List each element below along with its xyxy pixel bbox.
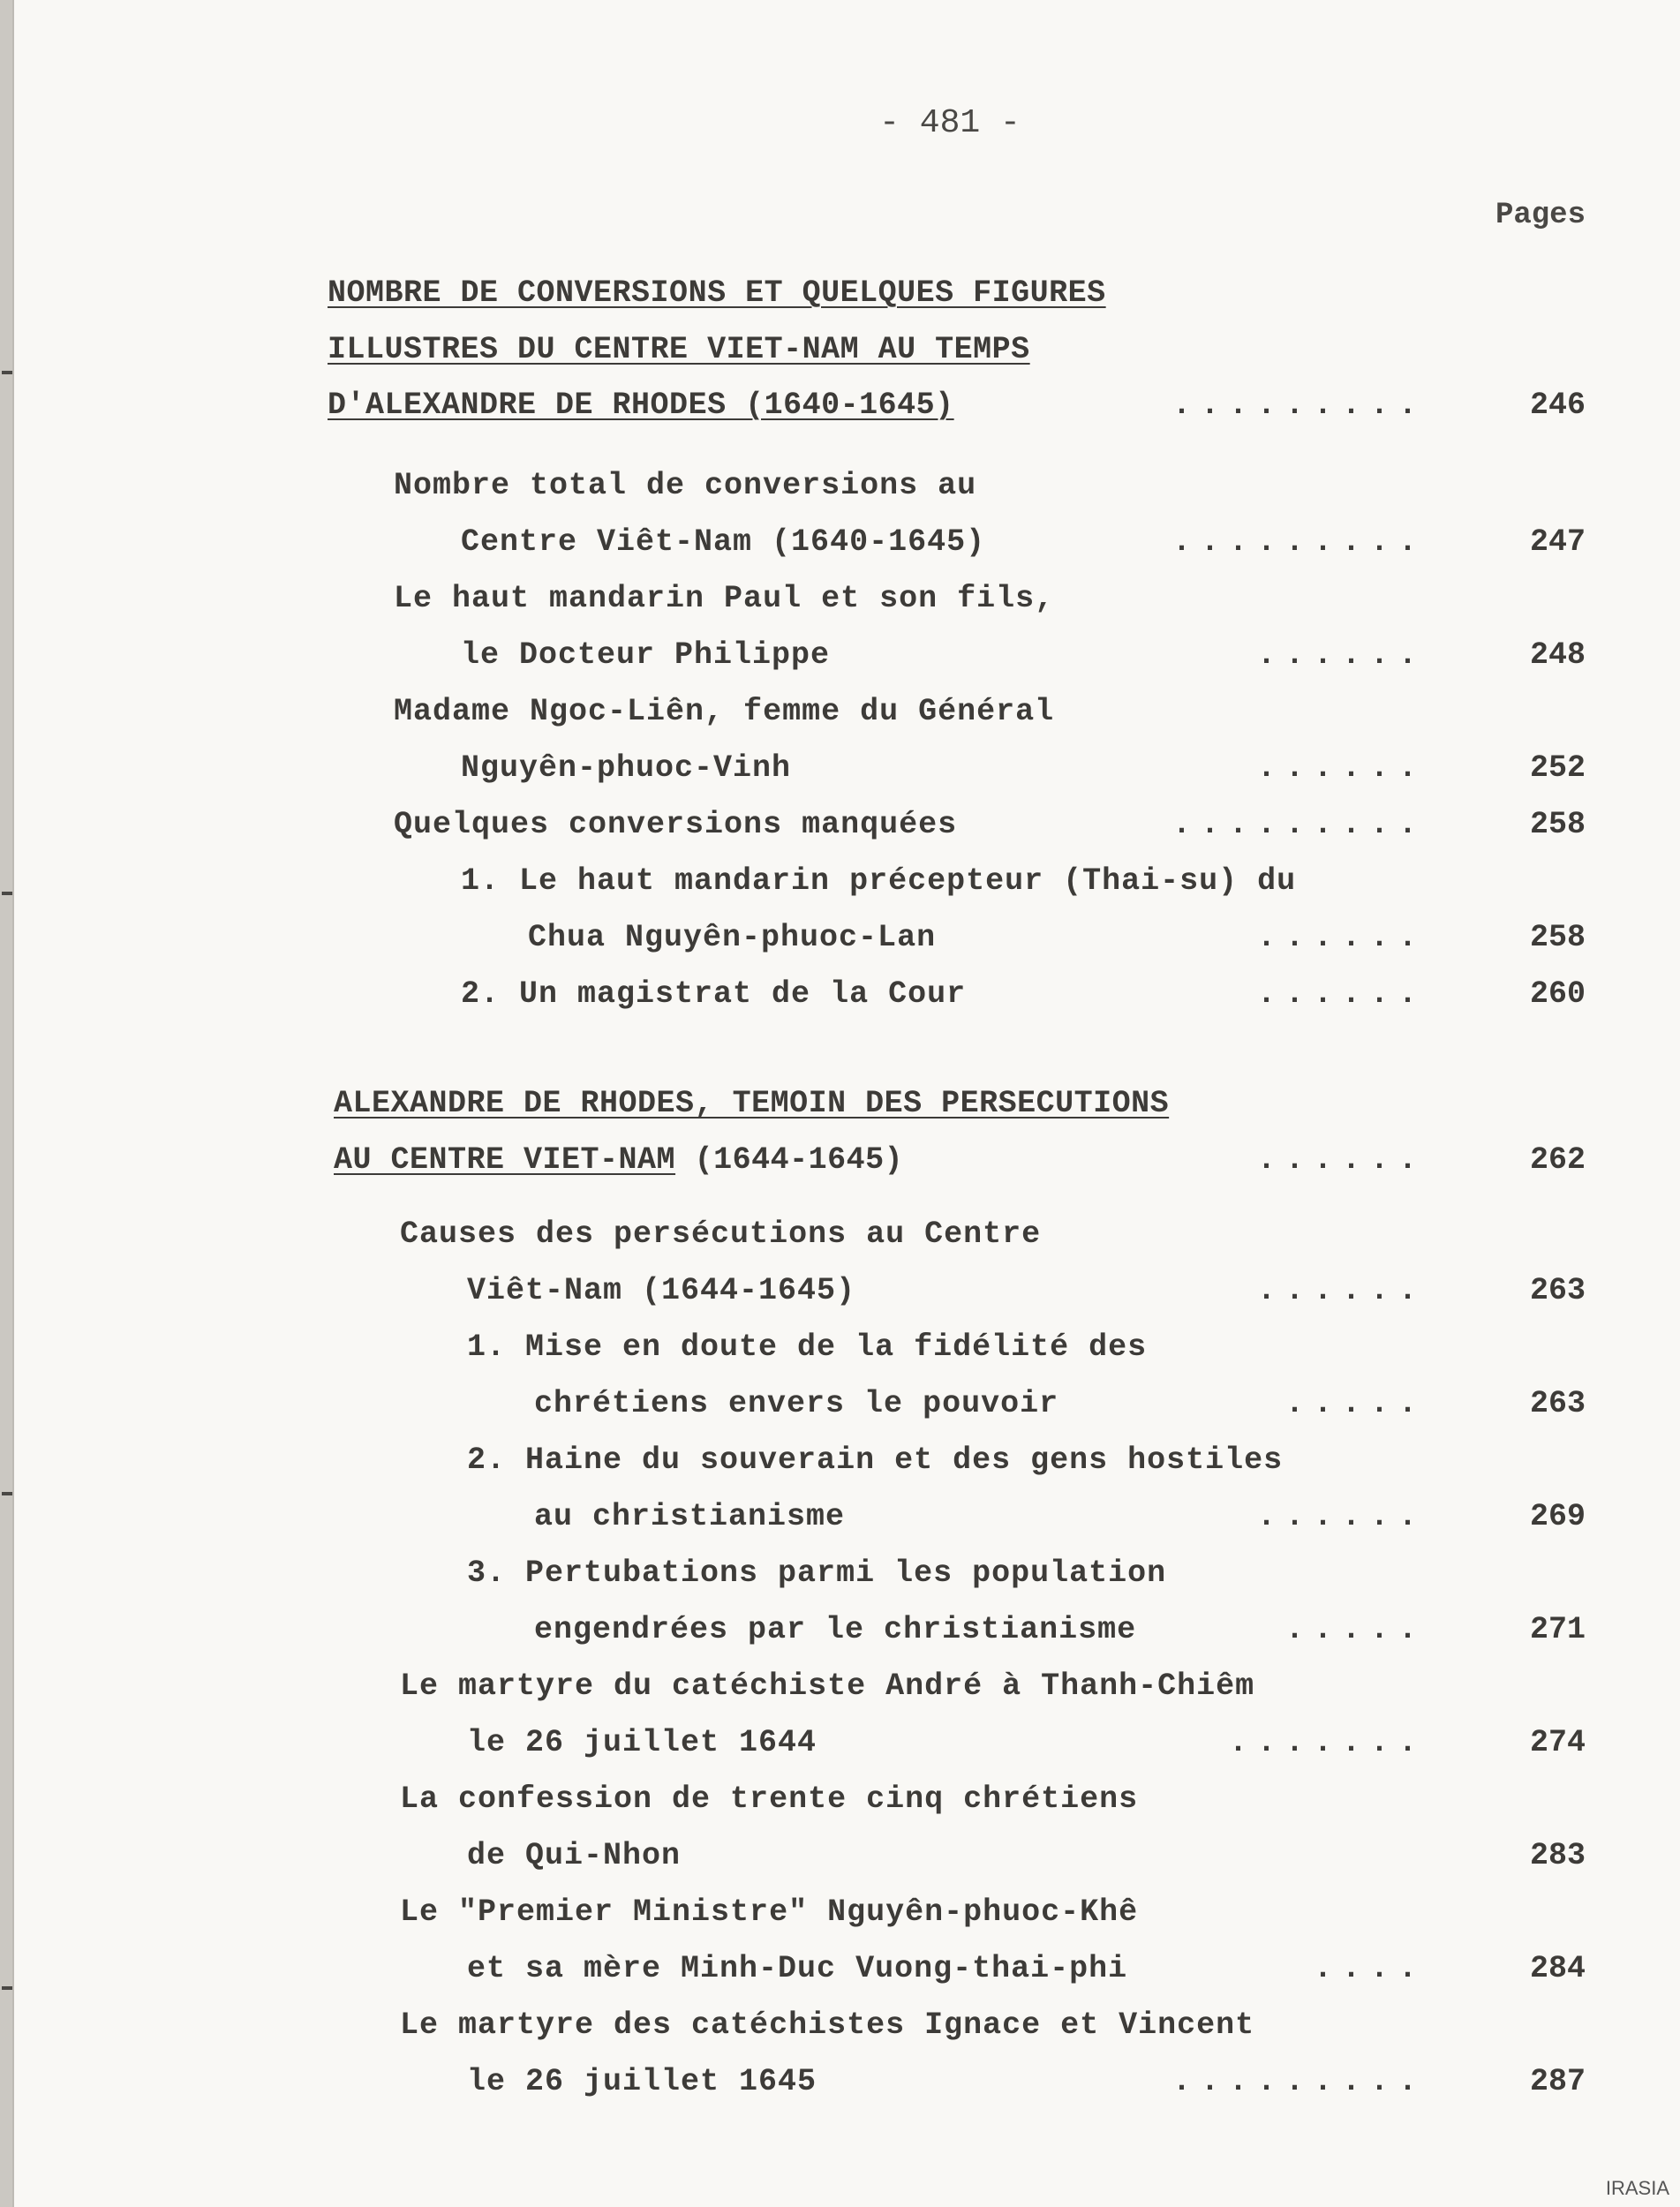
dot-leader: ......... xyxy=(1171,524,1427,560)
page-ref: 258 xyxy=(1529,807,1586,842)
page-ref: 258 xyxy=(1529,920,1586,955)
toc-entry-text: le Docteur Philippe xyxy=(461,637,831,673)
page-ref: 271 xyxy=(1529,1612,1586,1647)
toc-entry-text: Nombre total de conversions au xyxy=(394,468,977,503)
dot-leader: ...... xyxy=(1256,1499,1427,1534)
dot-leader: ......... xyxy=(1171,807,1427,842)
dot-leader: ...... xyxy=(1256,637,1427,673)
section-heading-line: ILLUSTRES DU CENTRE VIET-NAM AU TEMPS xyxy=(328,332,1030,367)
toc-entry-text: Madame Ngoc-Liên, femme du Général xyxy=(394,694,1055,729)
toc-entry-text: Causes des persécutions au Centre xyxy=(400,1216,1042,1252)
binding-strip xyxy=(0,0,12,2207)
toc-entry-text: 2. Un magistrat de la Cour xyxy=(461,976,967,1012)
toc-entry-text: 3. Pertubations parmi les population xyxy=(467,1555,1167,1591)
page-ref: 260 xyxy=(1529,976,1586,1012)
toc-entry-text: Chua Nguyên-phuoc-Lan xyxy=(528,920,937,955)
page-ref: 284 xyxy=(1529,1951,1586,1986)
toc-entry-text: Nguyên-phuoc-Vinh xyxy=(461,750,792,786)
dot-leader: .... xyxy=(1313,1951,1427,1986)
page-ref: 287 xyxy=(1529,2064,1586,2099)
dot-leader: ......... xyxy=(1171,2064,1427,2099)
page-number: - 481 - xyxy=(879,104,1021,142)
toc-entry-text: le 26 juillet 1644 xyxy=(467,1725,817,1760)
section-heading-line: D'ALEXANDRE DE RHODES (1640-1645) xyxy=(328,388,954,423)
section-heading-line: ALEXANDRE DE RHODES, TEMOIN DES PERSECUTIONS xyxy=(334,1086,1170,1121)
toc-entry-text: au christianisme xyxy=(534,1499,846,1534)
dot-leader: ..... xyxy=(1284,1386,1427,1421)
page-ref: 246 xyxy=(1529,388,1586,423)
toc-entry-text: 1. Mise en doute de la fidélité des xyxy=(467,1329,1148,1365)
toc-entry-text: Le haut mandarin Paul et son fils, xyxy=(394,581,1055,616)
dot-leader: ...... xyxy=(1256,920,1427,955)
dot-leader: ..... xyxy=(1284,1612,1427,1647)
toc-entry-text: Centre Viêt-Nam (1640-1645) xyxy=(461,524,986,560)
dot-leader: ...... xyxy=(1256,976,1427,1012)
page-ref: 274 xyxy=(1529,1725,1586,1760)
page-ref: 247 xyxy=(1529,524,1586,560)
section-heading-line: NOMBRE DE CONVERSIONS ET QUELQUES FIGURES xyxy=(328,275,1106,311)
dot-leader: ...... xyxy=(1256,1142,1427,1178)
toc-entry-text: 2. Haine du souverain et des gens hostiles xyxy=(467,1442,1284,1478)
toc-entry-text: Viêt-Nam (1644-1645) xyxy=(467,1273,856,1308)
toc-entry-text: Le "Premier Ministre" Nguyên-phuoc-Khê xyxy=(400,1894,1139,1930)
dot-leader: ....... xyxy=(1228,1725,1427,1760)
dot-leader: ......... xyxy=(1171,388,1427,423)
toc-entry-text: chrétiens envers le pouvoir xyxy=(534,1386,1059,1421)
page-ref: 263 xyxy=(1529,1273,1586,1308)
pages-column-label: Pages xyxy=(1495,199,1586,232)
toc-entry-text: le 26 juillet 1645 xyxy=(467,2064,817,2099)
page-ref: 283 xyxy=(1529,1838,1586,1873)
toc-entry-text: 1. Le haut mandarin précepteur (Thai-su) du xyxy=(461,863,1297,899)
page-ref: 262 xyxy=(1529,1142,1586,1178)
toc-entry-text: Le martyre du catéchiste André à Thanh-Chiêm xyxy=(400,1668,1255,1704)
section-heading-line: AU CENTRE VIET-NAM (1644-1645) xyxy=(334,1142,904,1178)
page-ref: 248 xyxy=(1529,637,1586,673)
toc-entry-text: et sa mère Minh-Duc Vuong-thai-phi xyxy=(467,1951,1128,1986)
toc-entry-text: La confession de trente cinq chrétiens xyxy=(400,1781,1139,1817)
section-heading-dates: (1644-1645) xyxy=(694,1142,904,1178)
toc-entry-text: de Qui-Nhon xyxy=(467,1838,682,1873)
toc-entry-text: Le martyre des catéchistes Ignace et Vincent xyxy=(400,2007,1255,2043)
page-ref: 269 xyxy=(1529,1499,1586,1534)
dot-leader: ...... xyxy=(1256,750,1427,786)
toc-entry-text: Quelques conversions manquées xyxy=(394,807,958,842)
document-page xyxy=(12,0,1680,2207)
page-ref: 252 xyxy=(1529,750,1586,786)
dot-leader: ...... xyxy=(1256,1273,1427,1308)
watermark: IRASIA xyxy=(1605,2177,1669,2199)
toc-entry-text: engendrées par le christianisme xyxy=(534,1612,1137,1647)
page-ref: 263 xyxy=(1529,1386,1586,1421)
